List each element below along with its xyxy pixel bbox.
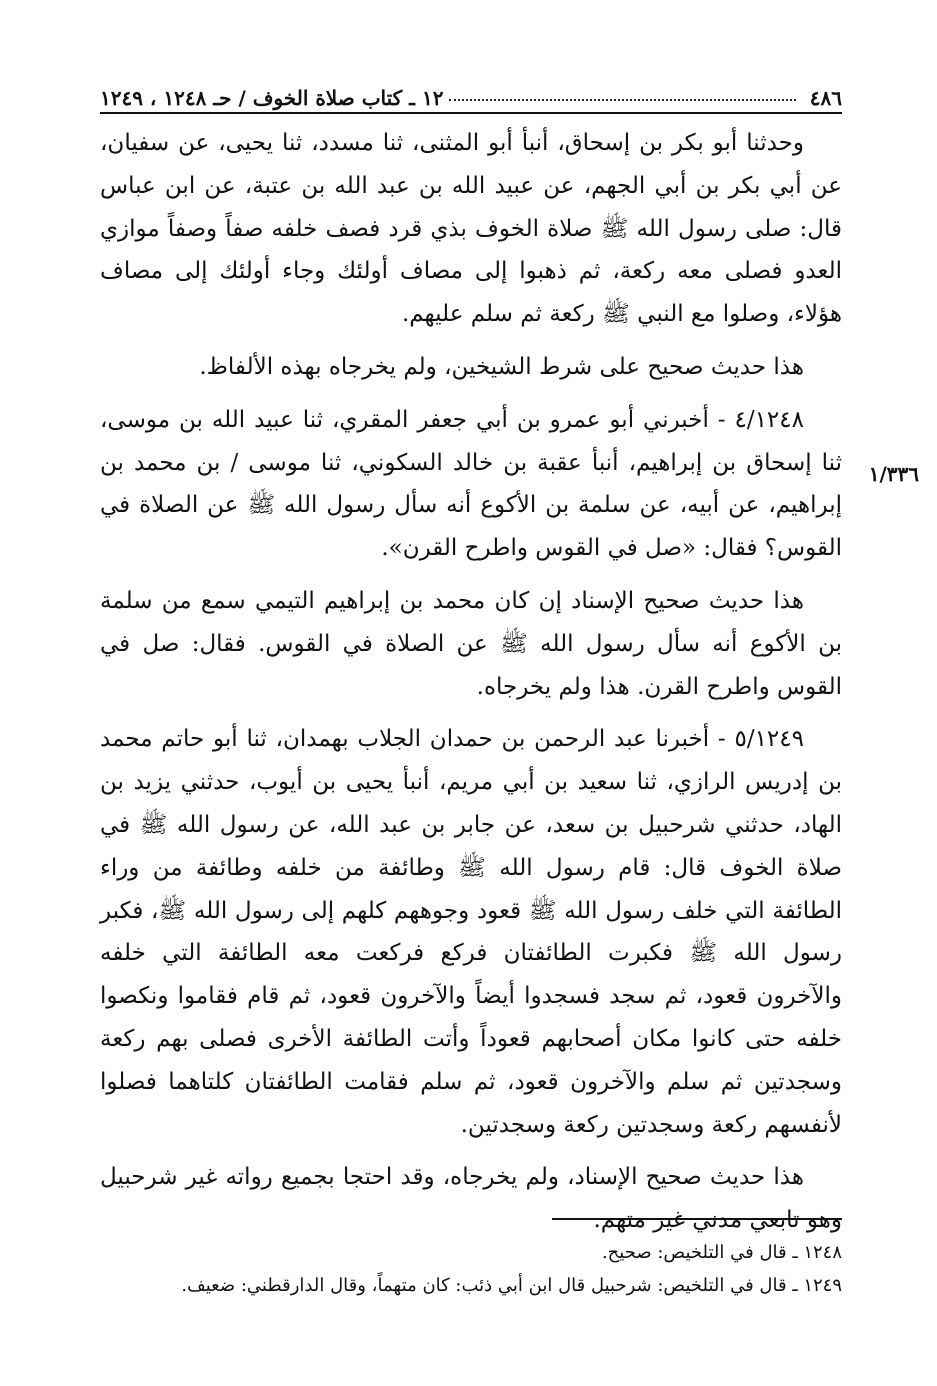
main-text (100, 122, 842, 1252)
footnotes (100, 1236, 842, 1302)
footnote-1249: ١٢٤٩ ـ قال في التلخيص: شرحبيل قال ابن أبي ذئب: كان متهماً، وقال الدارقطني: ضعيف. (181, 1275, 842, 1296)
paragraph-grading-2: هذا حديث صحيح الإسناد إن كان محمد بن إبراهيم التيمي سمع من سلمة بن الأكوع أنه سأل رسول الله ﷺ عن الصلاة في القوس. فقال: صل في القوس واطرح القرن. هذا ولم يخرجاه. (100, 587, 842, 700)
footnote-1248: ١٢٤٨ ـ قال في التلخيص: صحيح. (601, 1242, 842, 1263)
paragraph-hadith-1248: ٤/١٢٤٨ - أخبرني أبو عمرو بن أبي جعفر المقري، ثنا عبيد الله بن موسى، ثنا إسحاق بن إبراهيم، أنبأ عقبة بن خالد السكوني، ثنا موسى / بن محمد بن إبراهيم، عن أبيه، عن سلمة بن الأكوع أنه سأل رسول الله ﷺ عن الصلاة في القوس؟ فقال: «صل في القوس واطرح القرن». (100, 406, 842, 562)
paragraph-isnad-ibn-abbas: وحدثنا أبو بكر بن إسحاق، أنبأ أبو المثنى، ثنا مسدد، ثنا يحيى، عن سفيان، عن أبي بكر بن أبي الجهم، عن عبيد الله بن عبد الله بن عتبة، عن ابن عباس قال: صلى رسول الله ﷺ صلاة الخوف بذي قرد فصف خلفه صفاً وصفاً موازي العدو فصلى معه ركعة، ثم ذهبوا إلى مصاف أولئك وجاء أولئك إلى مصاف هؤلاء، وصلوا مع النبي ﷺ ركعة ثم سلم عليهم. (100, 130, 842, 328)
margin-reference: ١/٣٣٦ (868, 462, 919, 486)
header-title: ١٢ ـ كتاب صلاة الخوف / حـ ١٢٤٨ ، ١٢٤٩ (100, 86, 444, 110)
paragraph-hadith-1249: ٥/١٢٤٩ - أخبرنا عبد الرحمن بن حمدان الجلاب بهمدان، ثنا أبو حاتم محمد بن إدريس الرازي، ثنا سعيد بن أبي مريم، أنبأ يحيى بن أيوب، حدثني يزيد بن الهاد، حدثني شرحبيل بن سعد، عن جابر بن عبد الله، عن رسول الله ﷺ في صلاة الخوف قال: قام رسول الله ﷺ وطائفة من خلفه وطائفة من وراء الطائفة التي خلف رسول الله ﷺ قعود وجوههم كلهم إلى رسول الله ﷺ، فكبر رسول الله ﷺ فكبرت الطائفتان فركع فركعت معه الطائفة التي خلفه والآخرون قعود، ثم سجد فسجدوا أيضاً والآخرون قعود، ثم قام فقاموا ونكصوا خلفه حتى كانوا مكان أصحابهم قعوداً وأتت الطائفة الأخرى فصلى بهم ركعة وسجدتين ثم سلم والآخرون قعود، ثم سلم فقامت الطائفتان كلتاهما فصلوا لأنفسهم ركعة وسجدتين ركعة وسجدتين. (100, 726, 842, 1138)
header-rule (100, 112, 842, 114)
footnote-rule (552, 1218, 842, 1220)
header-leader-dots (449, 99, 795, 101)
running-header (100, 70, 842, 110)
paragraph-grading-3: هذا حديث صحيح الإسناد، ولم يخرجاه، وقد احتجا بجميع رواته غير شرحبيل وهو تابعي مدني غير متهم. (100, 1164, 842, 1234)
page-number: ٤٨٦ (809, 86, 842, 110)
paragraph-grading-1: هذا حديث صحيح على شرط الشيخين، ولم يخرجاه بهذه الألفاظ. (199, 353, 804, 380)
